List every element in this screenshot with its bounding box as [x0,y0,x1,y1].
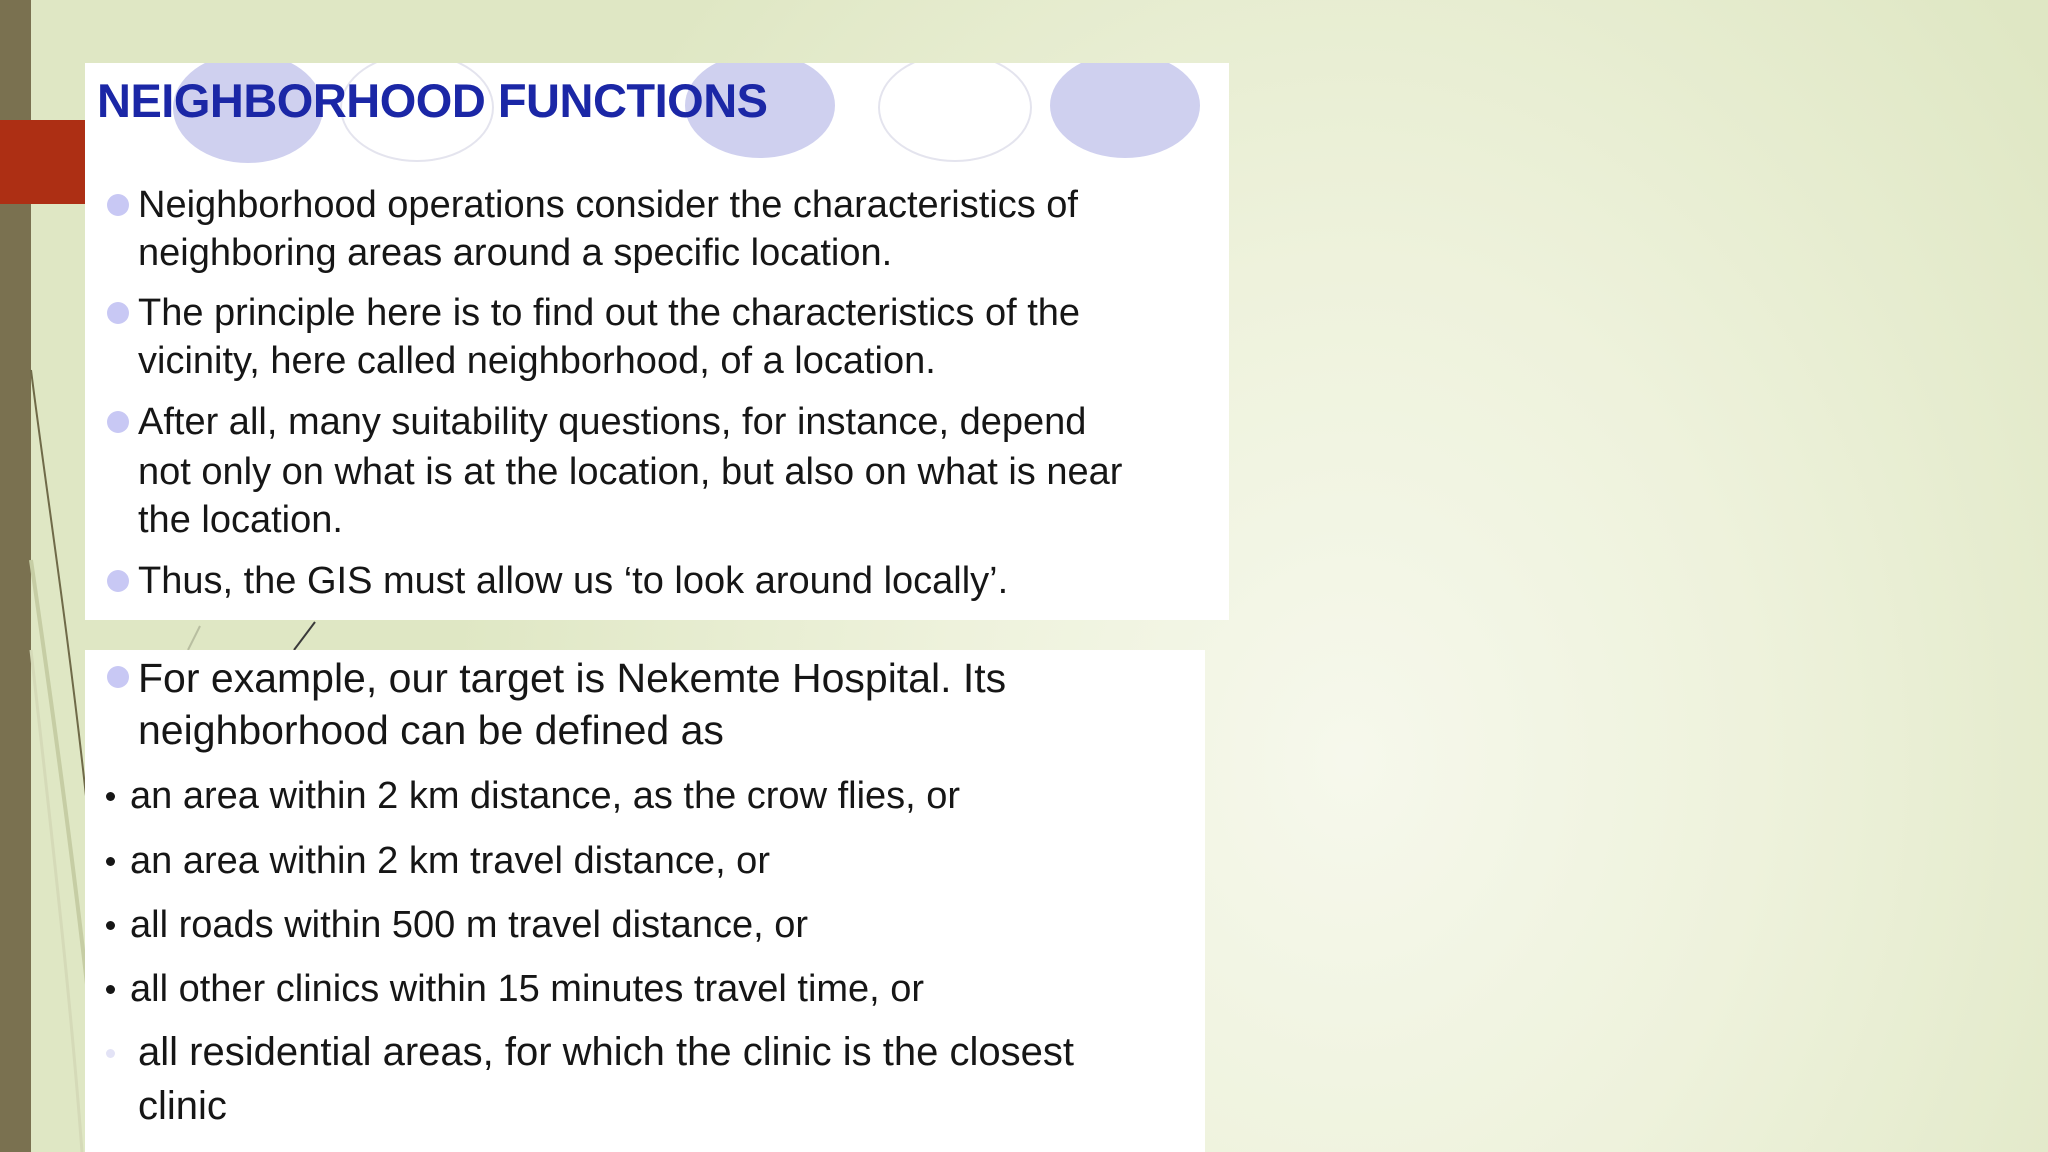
accent-red-block [0,120,85,204]
sub-bullet-text: an area within 2 km travel distance, or [130,840,770,882]
slide-title: NEIGHBORHOOD FUNCTIONS [97,74,768,127]
bullet-text: not only on what is at the location, but also on what is near [138,451,1123,493]
bullet-icon [107,666,129,688]
sub-bullet-text: all other clinics within 15 minutes travel time, or [130,968,925,1010]
bullet-icon [106,921,115,930]
bullet-text: the location. [138,499,343,541]
bullet-text: all residential areas, for which the clinic is the closest [138,1030,1074,1074]
bullet-icon [106,857,115,866]
decor-circle [1050,63,1200,158]
bullet-text: vicinity, here called neighborhood, of a location. [138,340,936,382]
bullet-icon [106,792,115,801]
bullet-text: The principle here is to find out the characteristics of the [138,292,1081,334]
intro-panel [85,63,1229,620]
bullet-icon [106,1049,115,1058]
decor-circle [878,63,1032,162]
bullet-text: Neighborhood operations consider the characteristics of [138,184,1078,226]
example-panel [85,650,1205,1152]
bullet-icon [106,985,115,994]
sub-bullet-text: an area within 2 km distance, as the crow flies, or [130,775,961,817]
bullet-icon [107,194,129,216]
bullet-text: neighboring areas around a specific location. [138,232,893,274]
bullet-icon [107,411,129,433]
bullet-text: Thus, the GIS must allow us ‘to look around locally’. [138,560,1009,602]
bullet-text: neighborhood can be defined as [138,707,724,753]
sub-bullet-text: all roads within 500 m travel distance, or [130,904,808,946]
bullet-text: clinic [138,1084,227,1128]
bullet-icon [107,570,129,592]
bullet-text: After all, many suitability questions, for instance, depend [138,401,1087,443]
bullet-icon [107,302,129,324]
bullet-text: For example, our target is Nekemte Hospital. Its [138,655,1007,701]
